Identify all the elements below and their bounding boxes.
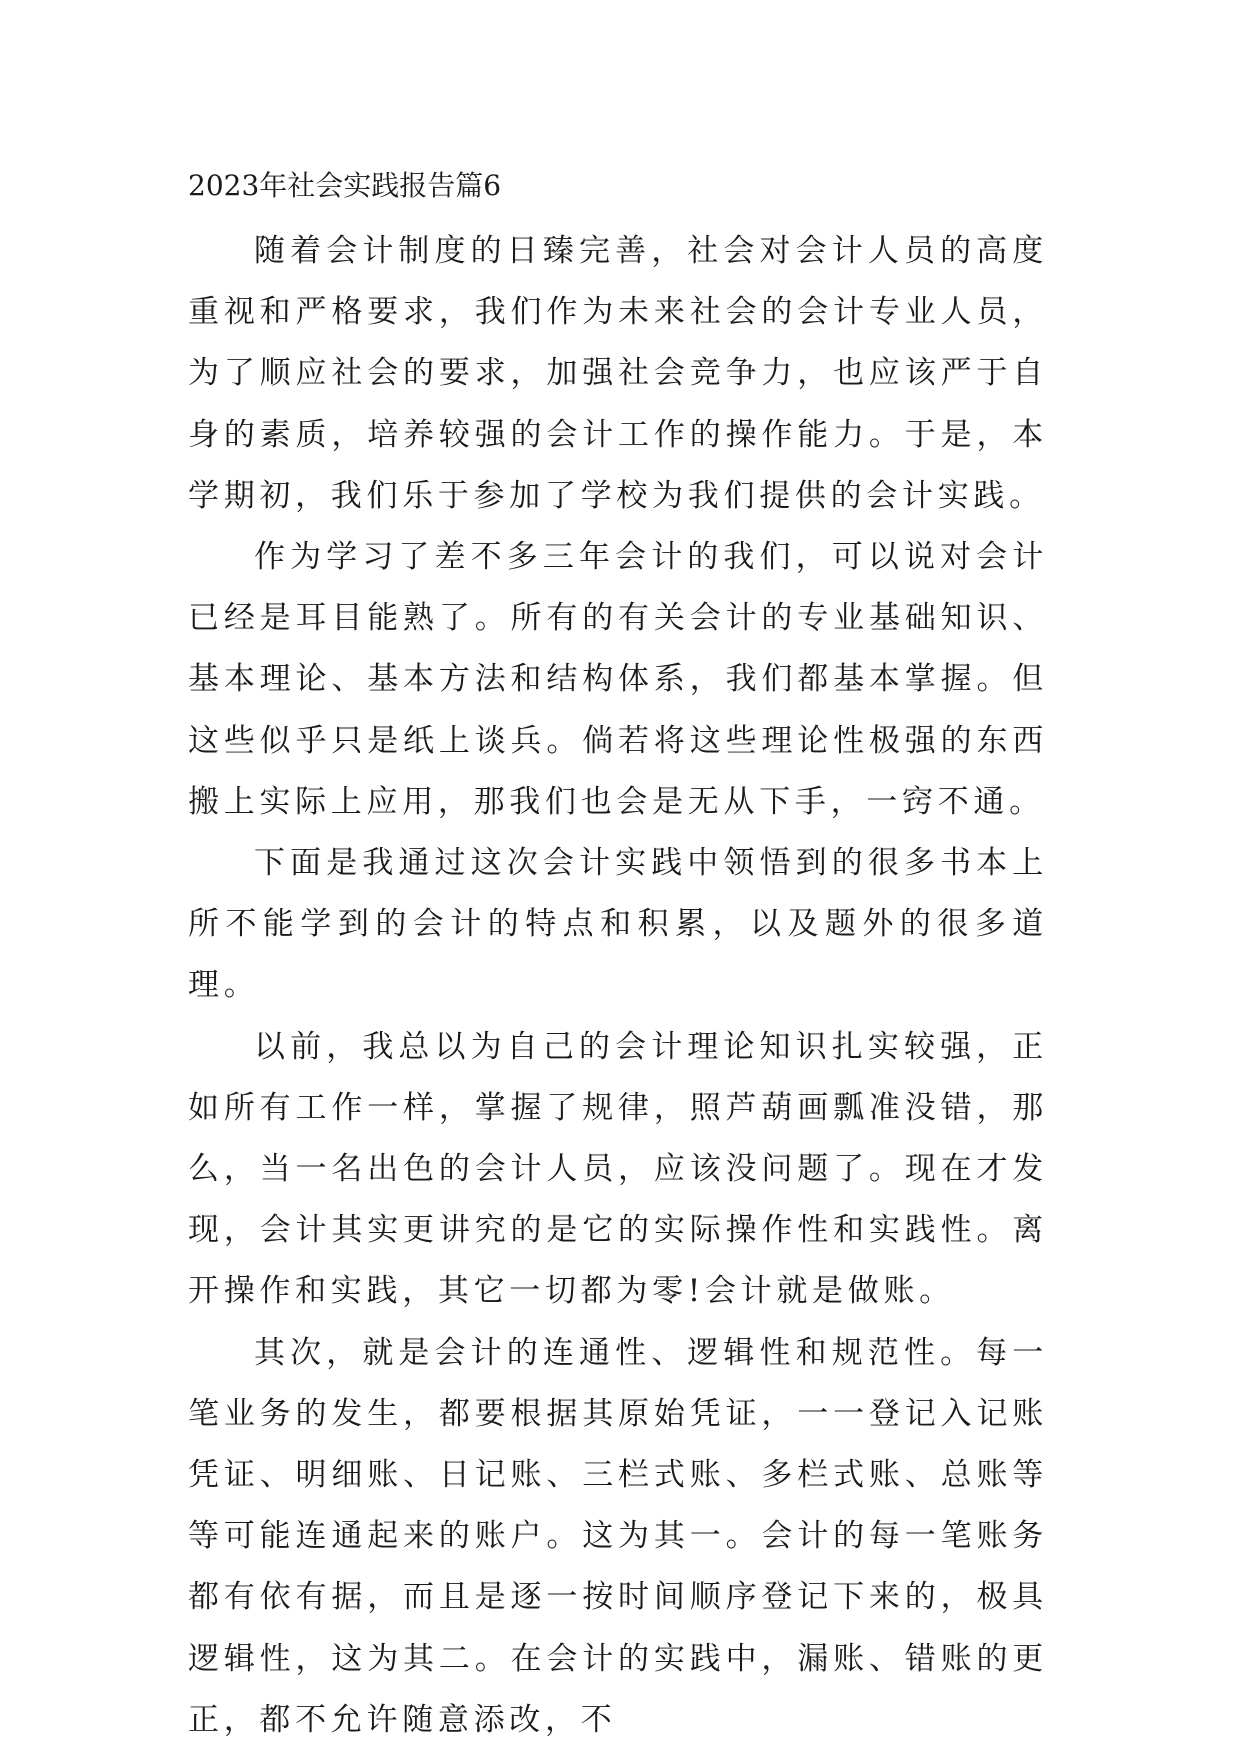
paragraph-5: 其次，就是会计的连通性、逻辑性和规范性。每一笔业务的发生，都要根据其原始凭证，一一登记入记账凭证、明细账、日记账、三栏式账、多栏式账、总账等等可能连通起来的账户。这为其一。会计的每一笔账务都有依有据，而且是逐一按时间顺序登记下来的，极具逻辑性，这为其二。在会计的实践中，漏账、错账的更正，都不允许随意添改，不 bbox=[188, 1334, 1048, 1738]
document-title: 2023年社会实践报告篇6 bbox=[188, 169, 502, 202]
paragraph-1: 随着会计制度的日臻完善，社会对会计人员的高度重视和严格要求，我们作为未来社会的会计专业人员，为了顺应社会的要求，加强社会竞争力，也应该严于自身的素质，培养较强的会计工作的操作能力。于是，本学期初，我们乐于参加了学校为我们提供的会计实践。 bbox=[188, 233, 1048, 514]
paragraph-4: 以前，我总以为自己的会计理论知识扎实较强，正如所有工作一样，掌握了规律，照芦葫画瓢准没错，那么，当一名出色的会计人员，应该没问题了。现在才发现，会计其实更讲究的是它的实际操作性和实践性。离开操作和实践，其它一切都为零!会计就是做账。 bbox=[188, 1028, 1048, 1310]
paragraph-3: 下面是我通过这次会计实践中领悟到的很多书本上所不能学到的会计的特点和积累，以及题外的很多道理。 bbox=[188, 845, 1048, 1004]
paragraph-2: 作为学习了差不多三年会计的我们，可以说对会计已经是耳目能熟了。所有的有关会计的专业基础知识、基本理论、基本方法和结构体系，我们都基本掌握。但这些似乎只是纸上谈兵。倘若将这些理论性极强的东西搬上实际上应用，那我们也会是无从下手，一窍不通。 bbox=[188, 539, 1048, 820]
document-body bbox=[188, 221, 1048, 1751]
